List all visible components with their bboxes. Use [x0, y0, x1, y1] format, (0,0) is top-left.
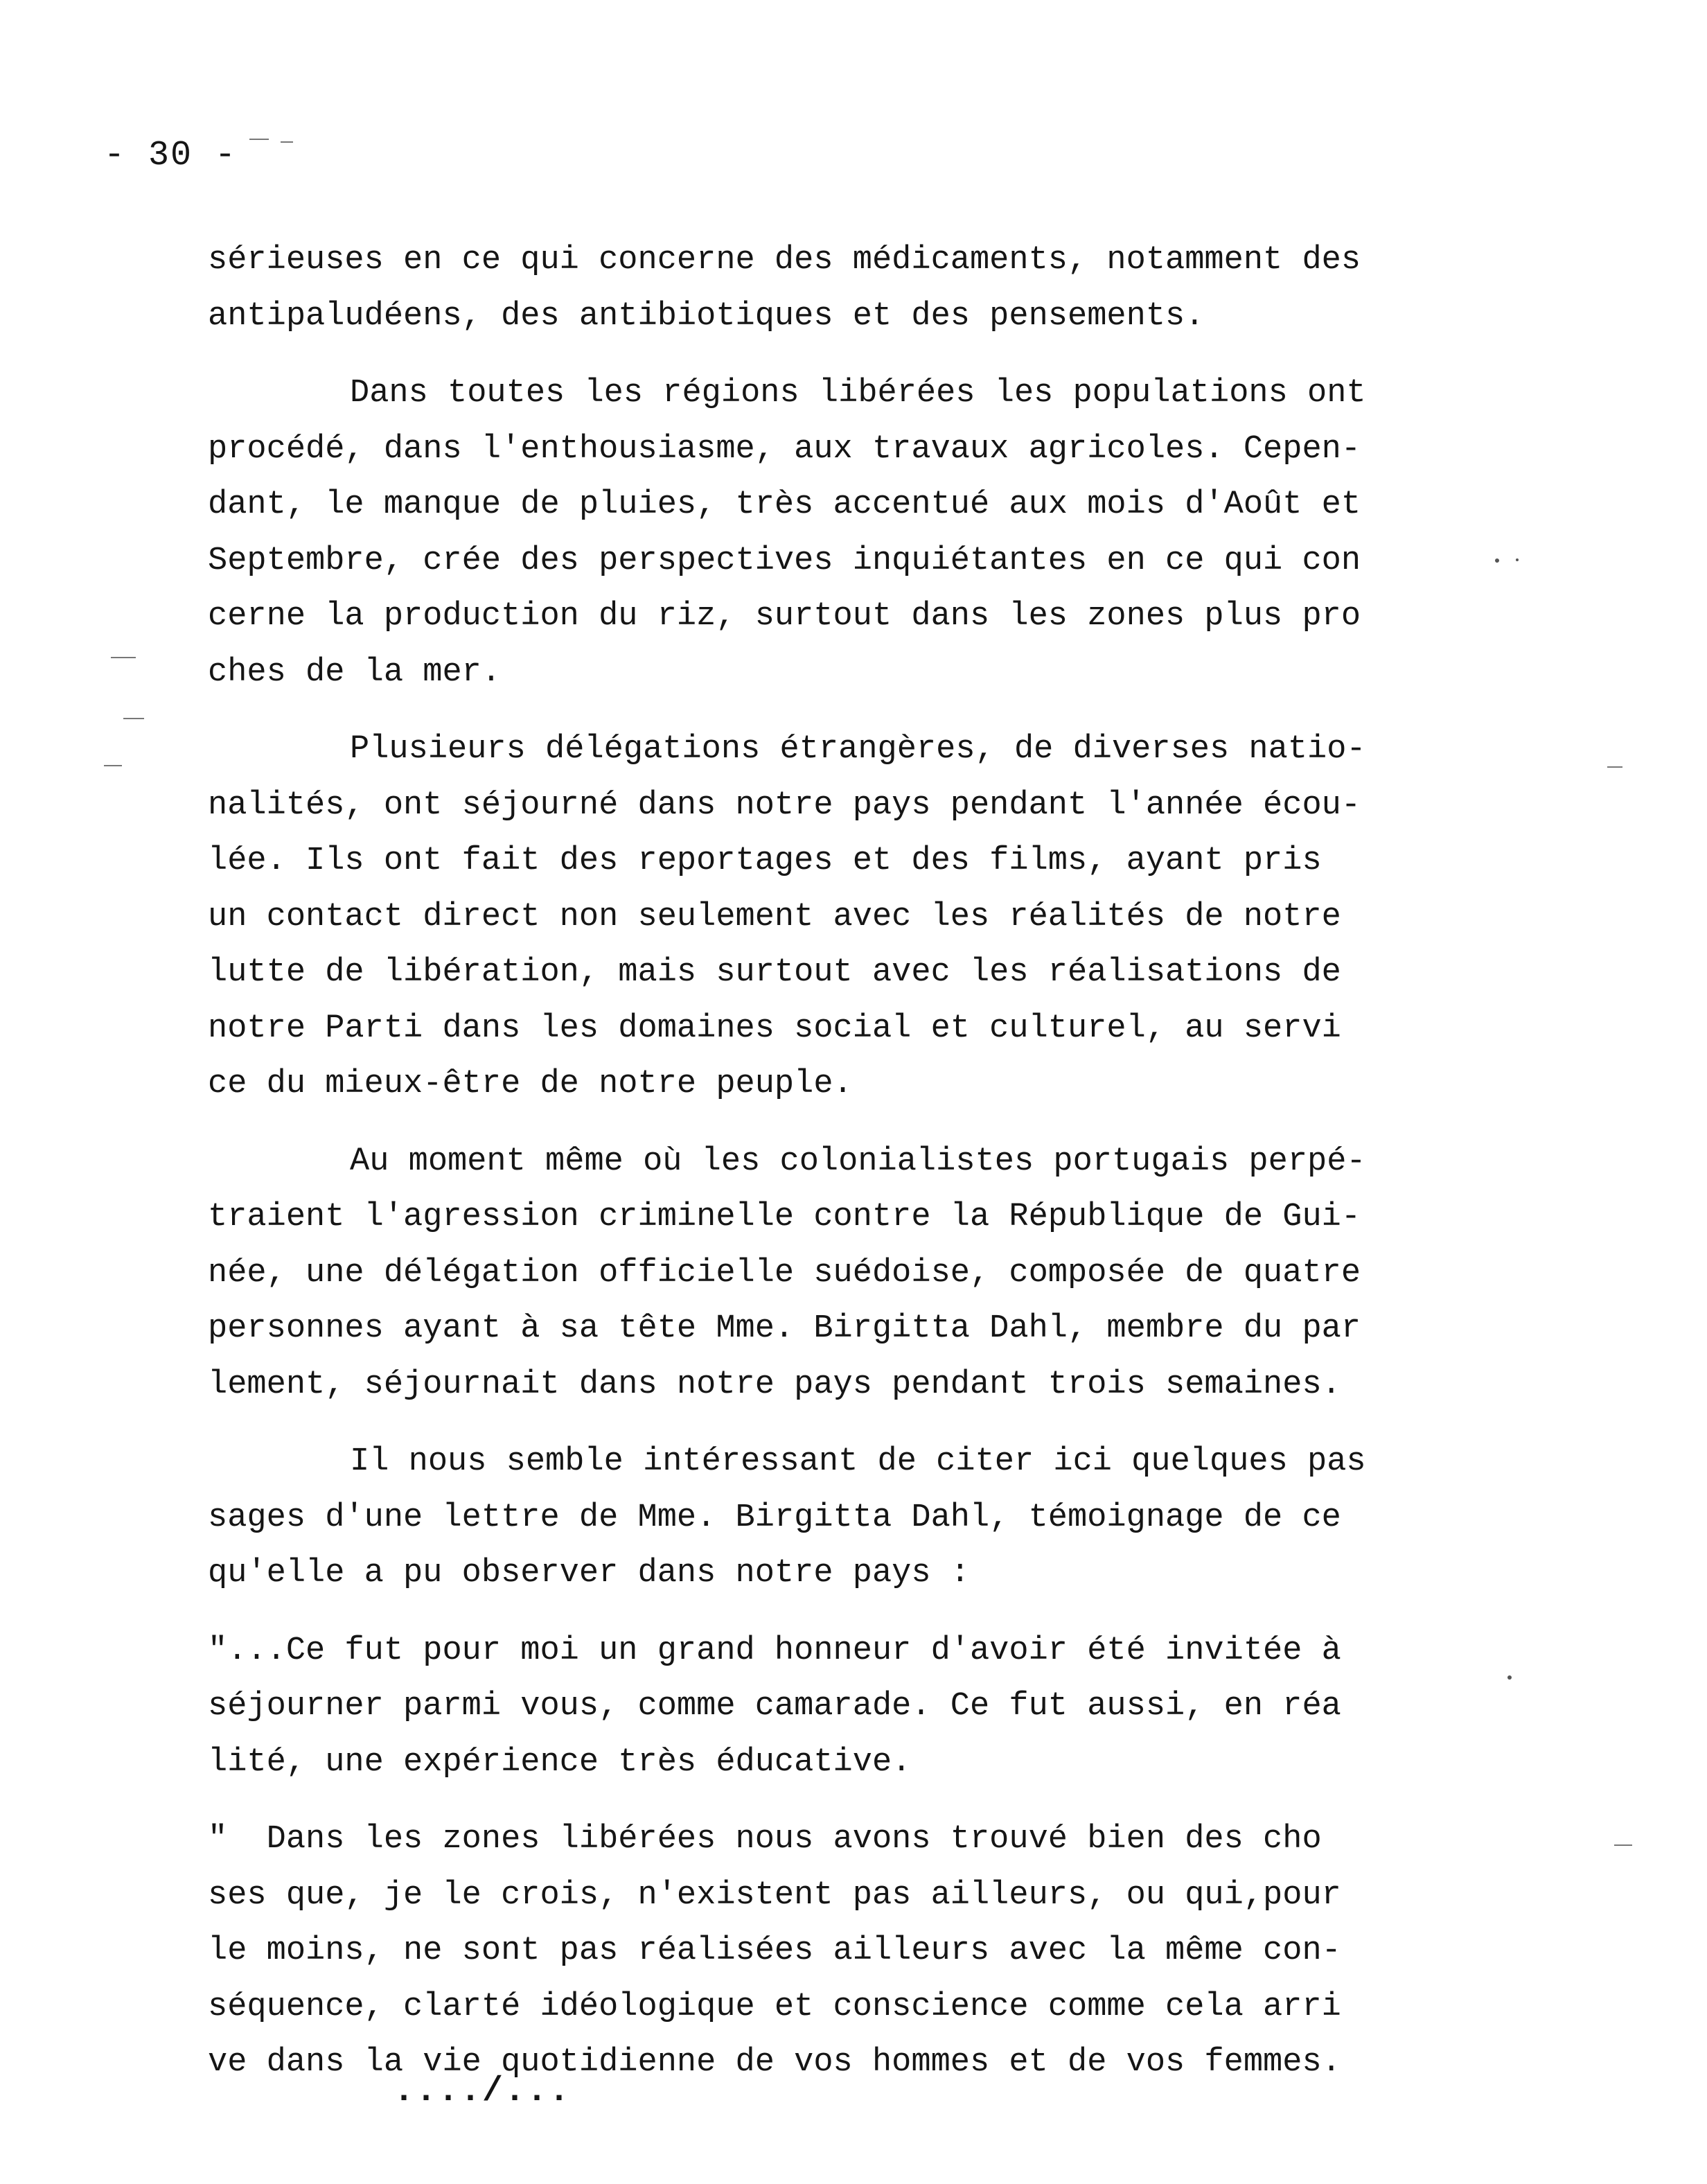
- page-number: - 30 -: [104, 136, 238, 175]
- text-line: "...Ce fut pour moi un grand honneur d'avoir été invitée à: [208, 1632, 1341, 1669]
- text-line: ce du mieux-être de notre peuple.: [208, 1066, 853, 1102]
- paragraph-medicines: [208, 233, 1413, 344]
- text-line: séjourner parmi vous, comme camarade. Ce fut aussi, en réa: [208, 1688, 1341, 1725]
- text-line: sages d'une lettre de Mme. Birgitta Dahl, témoignage de ce: [208, 1499, 1341, 1536]
- text-line: traient l'agression criminelle contre la République de Gui-: [208, 1199, 1361, 1235]
- text-line: cerne la production du riz, surtout dans les zones plus pro: [208, 598, 1361, 635]
- scan-artifact: [123, 718, 144, 719]
- text-line: antipaludéens, des antibiotiques et des pensements.: [208, 297, 1205, 335]
- paragraph-quote-1: [208, 1623, 1413, 1791]
- text-line: lement, séjournait dans notre pays pendant trois semaines.: [208, 1366, 1341, 1403]
- continuation-marker: ..../...: [393, 2072, 572, 2111]
- scan-artifact: [1614, 1844, 1632, 1846]
- text-line: notre Parti dans les domaines social et culturel, au servi: [208, 1010, 1341, 1047]
- text-line: qu'elle a pu observer dans notre pays :: [208, 1555, 970, 1592]
- scan-artifact: [281, 141, 293, 143]
- text-line: lée. Ils ont fait des reportages et des films, ayant pris: [208, 843, 1322, 879]
- text-line: personnes ayant à sa tête Mme. Birgitta Dahl, membre du par: [208, 1310, 1361, 1347]
- scan-artifact: [1495, 558, 1499, 563]
- paragraph-swedish-delegation: [208, 1134, 1413, 1414]
- text-line: Plusieurs délégations étrangères, de diverses natio-: [350, 731, 1366, 768]
- text-line: " Dans les zones libérées nous avons trouvé bien des cho: [208, 1821, 1322, 1858]
- text-line: Dans toutes les régions libérées les populations ont: [350, 375, 1366, 412]
- paragraph-letter-intro: [208, 1434, 1413, 1602]
- text-line: un contact direct non seulement avec les réalités de notre: [208, 898, 1341, 935]
- scan-artifact: [104, 765, 122, 766]
- scan-artifact: [1507, 1675, 1512, 1680]
- text-line: le moins, ne sont pas réalisées ailleurs avec la même con-: [208, 1932, 1341, 1969]
- text-line: lité, une expérience très éducative.: [208, 1743, 912, 1781]
- text-line: ses que, je le crois, n'existent pas ailleurs, ou qui,pour: [208, 1876, 1341, 1914]
- paragraph-quote-2: [208, 1812, 1413, 2091]
- document-body: [208, 233, 1413, 2113]
- scan-artifact: [111, 657, 136, 658]
- text-line: procédé, dans l'enthousiasme, aux travaux agricoles. Cepen-: [208, 430, 1361, 468]
- paragraph-agriculture: [208, 366, 1413, 701]
- text-line: séquence, clarté idéologique et conscience comme cela arri: [208, 1988, 1341, 2025]
- scan-artifact: [1516, 558, 1519, 561]
- text-line: nalités, ont séjourné dans notre pays pendant l'année écou-: [208, 786, 1361, 824]
- scan-artifact: [249, 139, 269, 140]
- text-line: lutte de libération, mais surtout avec les réalisations de: [208, 954, 1341, 991]
- text-line: Il nous semble intéressant de citer ici quelques pas: [350, 1443, 1366, 1480]
- text-line: sérieuses en ce qui concerne des médicaments, notamment des: [208, 242, 1361, 279]
- text-line: Septembre, crée des perspectives inquiétantes en ce qui con: [208, 542, 1361, 579]
- text-line: dant, le manque de pluies, très accentué aux mois d'Août et: [208, 486, 1361, 523]
- text-line: née, une délégation officielle suédoise, composée de quatre: [208, 1254, 1361, 1292]
- text-line: Au moment même où les colonialistes portugais perpé-: [350, 1143, 1366, 1180]
- text-line: ve dans la vie quotidienne de vos hommes et de vos femmes.: [208, 2044, 1341, 2081]
- paragraph-delegations: [208, 722, 1413, 1113]
- text-line: ches de la mer.: [208, 653, 502, 691]
- scan-artifact: [1607, 766, 1622, 768]
